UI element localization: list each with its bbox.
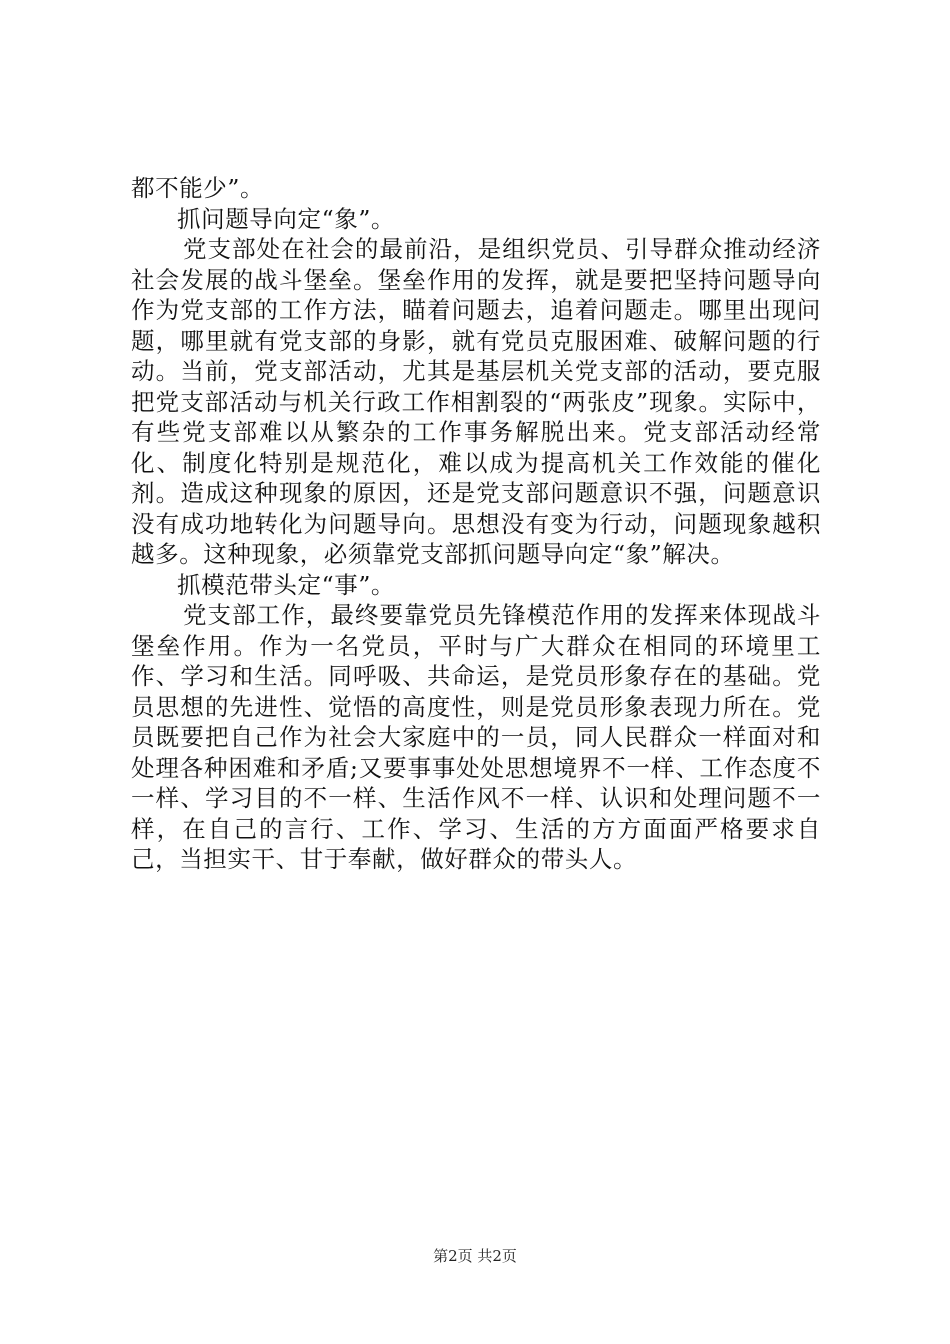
- section-heading-model-leadership: 抓模范带头定“事”。: [177, 570, 396, 599]
- page-footer: 第2页 共2页: [433, 1247, 517, 1265]
- paragraph-continuation: 都不能少”。: [131, 174, 265, 202]
- paragraph-problem-orientation: 党支部处在社会的最前沿，是组织党员、引导群众推动经济社会发展的战斗堡垒。堡垒作用的发挥，就是要把坚持问题导向作为党支部的工作方法，瞄着问题去，追着问题走。哪里出现问题，哪里就有党支部的身影，就有党员克服困难、破解问题的行动。当前，党支部活动，尤其是基层机关党支部的活动，要克服把党支部活动与机关行政工作相割裂的“两张皮”现象。实际中，有些党支部难以从繁杂的工作事务解脱出来。党支部活动经常化、制度化特别是规范化，难以成为提高机关工作效能的催化剂。造成这种现象的原因，还是党支部问题意识不强，问题意识没有成功地转化为问题导向。思想没有变为行动，问题现象越积越多。这种现象，必须靠党支部抓问题导向定“象”解决。: [131, 235, 821, 568]
- section-heading-problem-orientation: 抓问题导向定“象”。: [177, 204, 396, 233]
- document-body: [131, 173, 821, 875]
- paragraph-model-leadership: 党支部工作，最终要靠党员先锋模范作用的发挥来体现战斗堡垒作用。作为一名党员，平时与广大群众在相同的环境里工作、学习和生活。同呼吸、共命运，是党员形象存在的基础。党员思想的先进性、觉悟的高度性，则是党员形象表现力所在。党员既要把自己作为社会大家庭中的一员，同人民群众一样面对和处理各种困难和矛盾;又要事事处处思想境界不一样、工作态度不一样、学习目的不一样、生活作风不一样、认识和处理问题不一样，在自己的言行、工作、学习、生活的方方面面严格要求自己，当担实干、甘于奉献，做好群众的带头人。: [131, 601, 821, 873]
